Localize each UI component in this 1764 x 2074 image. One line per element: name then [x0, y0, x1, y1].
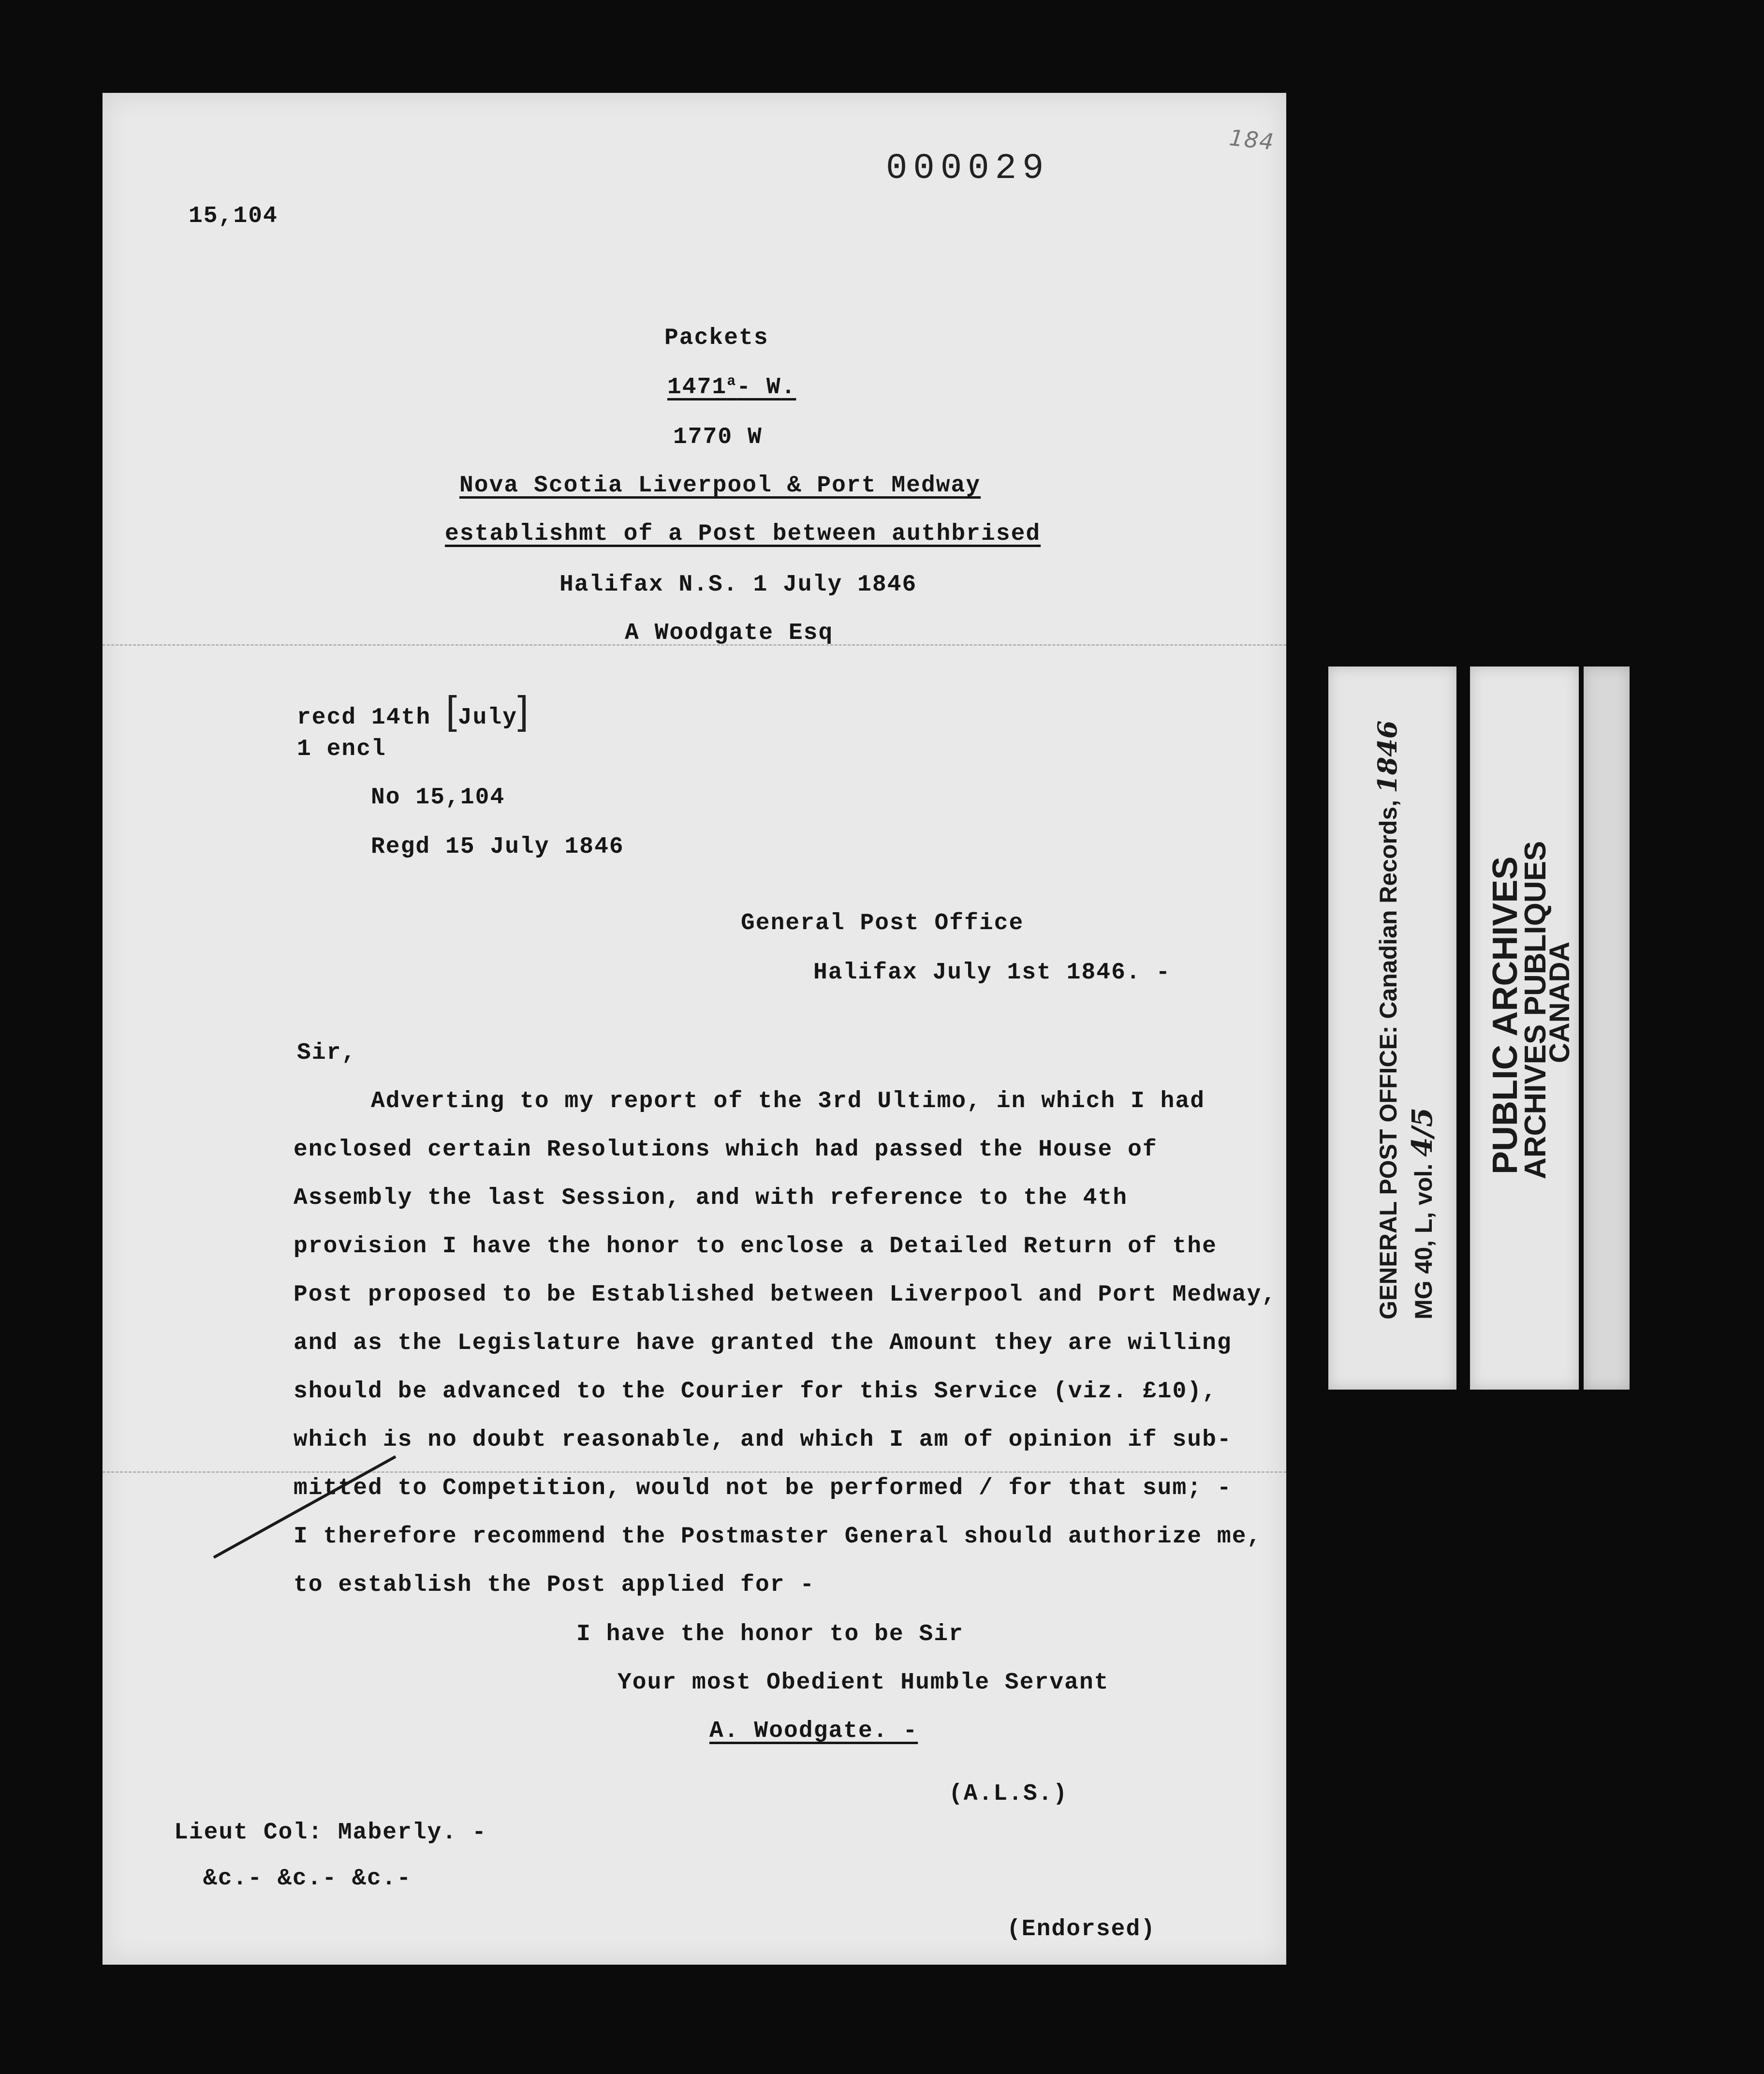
body-line: I therefore recommend the Postmaster General should authorize me, [294, 1524, 1262, 1550]
body-line: Adverting to my report of the 3rd Ultimo, in which I had [371, 1088, 1205, 1114]
pencil-folio: 184 [1228, 124, 1276, 155]
als-note: (A.L.S.) [949, 1781, 1068, 1807]
docket-number: 1471$^a$- W. [667, 373, 796, 400]
docket-place-date: Halifax N.S. 1 July 1846 [559, 572, 917, 598]
signature: A. Woodgate. - [709, 1718, 918, 1744]
body-line: should be advanced to the Courier for this Service (viz. £10), [294, 1378, 1217, 1405]
addressee-name: Lieut Col: Maberly. - [174, 1820, 487, 1846]
docket-from: A Woodgate Esq [625, 620, 834, 646]
archives-name-en: PUBLIC ARCHIVES [1486, 856, 1525, 1174]
received-date: recd 14th [July] [297, 688, 529, 732]
archives-country: CANADA [1544, 941, 1575, 1063]
bracket-open: [ [446, 688, 458, 732]
body-line: Post proposed to be Established between Liverpool and Port Medway, [294, 1282, 1277, 1308]
body-line: enclosed certain Resolutions which had passed the House of [294, 1137, 1158, 1163]
handwritten-volume: 4/5 [1406, 1107, 1439, 1157]
body-line: and as the Legislature have granted the Amount they are willing [294, 1330, 1232, 1356]
body-line: which is no doubt reasonable, and which I am of opinion if sub- [294, 1427, 1232, 1453]
body-line: mitted to Competition, would not be performed / for that sum; - [294, 1475, 1232, 1501]
registry-number: No 15,104 [371, 785, 505, 811]
docket-packets: Packets [664, 325, 769, 351]
registered-date: Regd 15 July 1846 [371, 834, 624, 860]
archive-reference-line-1: GENERAL POST OFFICE: Canadian Records, 1846 [1372, 720, 1403, 1319]
archives-label-strip [1470, 667, 1579, 1390]
docket-subject-2: establishmt of a Post between authbrised [445, 521, 1041, 547]
body-line: provision I have the honor to enclose a Detailed Return of the [294, 1233, 1217, 1259]
endorsed-note: (Endorsed) [1007, 1916, 1156, 1942]
addressee-etc: &c.- &c.- &c.- [203, 1866, 412, 1892]
archives-name-fr: ARCHIVES PUBLIQUES [1519, 841, 1552, 1179]
label-edge-strip [1584, 667, 1630, 1390]
bracket-close: ] [517, 688, 529, 732]
docket-number-2: 1770 W [673, 424, 763, 450]
sender-office: General Post Office [741, 910, 1024, 936]
letter-date: Halifax July 1st 1846. - [813, 960, 1171, 986]
enclosure-count: 1 encl [297, 736, 386, 762]
closing-line-1: I have the honor to be Sir [576, 1621, 964, 1647]
reference-number: 15,104 [189, 203, 278, 229]
file-number-stamp: 000029 [886, 148, 1050, 189]
closing-line-2: Your most Obedient Humble Servant [617, 1670, 1109, 1696]
handwritten-year: 1846 [1372, 720, 1403, 793]
archive-reference-strip [1328, 667, 1456, 1390]
salutation: Sir, [297, 1040, 357, 1066]
docket-subject-1: Nova Scotia Liverpool & Port Medway [459, 473, 981, 499]
body-line: Assembly the last Session, and with reference to the 4th [294, 1185, 1128, 1211]
fold-line [103, 1471, 1286, 1473]
document-page [103, 93, 1286, 1965]
body-line: to establish the Post applied for - [294, 1572, 815, 1598]
archive-reference-line-2: MG 40, L, vol. 4/5 [1406, 1107, 1439, 1319]
